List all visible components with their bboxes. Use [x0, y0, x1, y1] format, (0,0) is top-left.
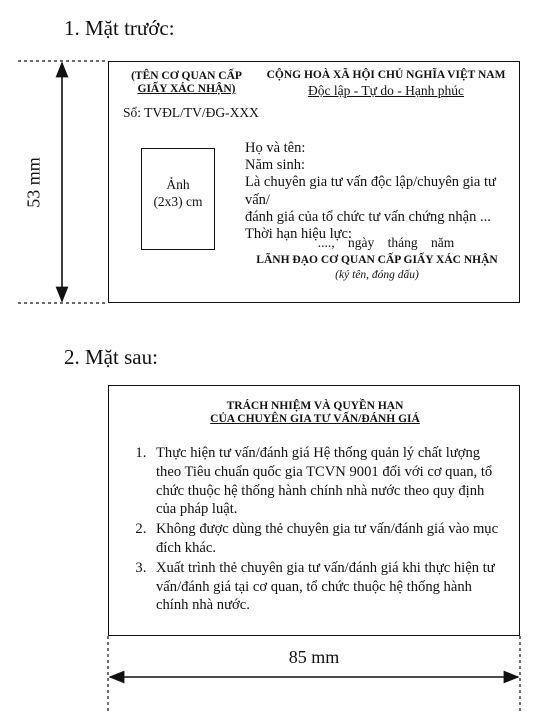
photo-size: (2x3) cm	[153, 194, 203, 209]
date-line: ...., ngày tháng năm	[317, 235, 455, 250]
validity-label: Thời hạn hiệu lực:	[245, 226, 352, 242]
holder-info	[245, 139, 517, 243]
national-motto: Độc lập - Tự do - Hạnh phúc	[308, 83, 464, 98]
duties-heading	[109, 400, 521, 426]
photo-placeholder	[141, 148, 215, 250]
national-title: CỘNG HOÀ XÃ HỘI CHỦ NGHĨA VIỆT NAM	[266, 69, 506, 81]
duties-heading-line-2: CỦA CHUYÊN GIA TƯ VẤN/ĐÁNH GIÁ	[210, 413, 420, 425]
motto-wrap	[259, 83, 513, 98]
width-dimension-label: 85 mm	[288, 647, 340, 667]
heading-line-2-wrap	[109, 413, 521, 426]
birth-label: Năm sinh:	[245, 157, 306, 173]
duties-heading-line-1: TRÁCH NHIỆM VÀ QUYỀN HẠN	[226, 400, 404, 412]
photo-label: Ảnh	[166, 177, 190, 192]
agency-line-2: GIẤY XÁC NHẬN)	[137, 83, 236, 95]
duty-item: 3. Xuất trình thẻ chuyên gia tư vấn/đánh giá khi thực hiện tư vấn/đánh giá tại cơ quan, tổ chức thuộc hệ thống hành chính nhà nước.	[150, 559, 507, 615]
signer-title: LÃNH ĐẠO CƠ QUAN CẤP GIẤY XÁC NHẬN	[256, 254, 498, 266]
role-line-1: Là chuyên gia tư vấn độc lập/chuyên gia tư vấn/	[245, 174, 496, 208]
back-section-title: 2. Mặt sau:	[64, 345, 158, 369]
duties-list	[115, 444, 507, 615]
role-line-2: đánh giá của tổ chức tư vấn chứng nhận ...	[245, 209, 491, 225]
card-back	[108, 385, 520, 636]
duty-item: 2. Không được dùng thẻ chuyên gia tư vấn/đánh giá vào mục đích khác.	[150, 520, 507, 558]
card-front	[108, 61, 520, 303]
card-number: Số: TVĐL/TV/ĐG-XXX	[123, 105, 259, 120]
duties-list-wrap	[115, 444, 507, 616]
national-header	[259, 69, 513, 98]
signature-block	[239, 235, 515, 282]
signer-note: (ký tên, đóng dấu)	[335, 269, 419, 281]
name-label: Họ và tên:	[245, 140, 306, 156]
duty-item: 1. Thực hiện tư vấn/đánh giá Hệ thống quản lý chất lượng theo Tiêu chuẩn quốc gia TCVN 9001 đối với cơ quan, tổ chức thuộc hệ thống hành chính nhà nước theo quy định của pháp luật.	[150, 444, 507, 519]
front-section-title: 1. Mặt trước:	[64, 16, 175, 40]
height-dimension-label: 53 mm	[23, 157, 44, 208]
agency-line-1: (TÊN CƠ QUAN CẤP	[131, 70, 242, 82]
issuing-agency	[124, 70, 249, 96]
